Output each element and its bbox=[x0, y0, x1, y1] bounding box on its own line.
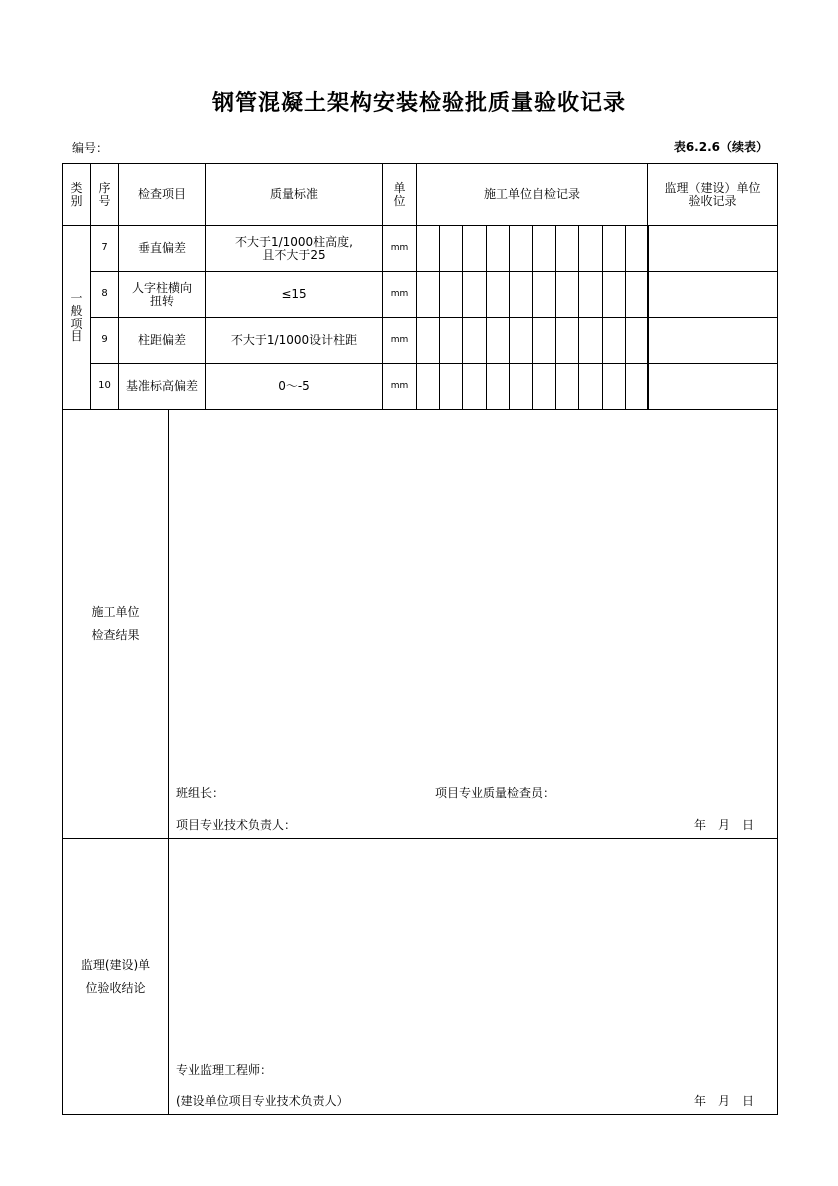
row-unit: mm bbox=[382, 317, 417, 364]
category-char-2: 般 bbox=[70, 303, 83, 318]
team-leader-label: 班组长： bbox=[176, 786, 225, 800]
code-label: 编号： bbox=[72, 141, 109, 155]
self-check-cell[interactable] bbox=[439, 363, 463, 410]
row-item-line-1: 人字柱横向 bbox=[131, 280, 192, 295]
header-item: 检查项目 bbox=[118, 163, 206, 226]
row-seq: 10 bbox=[90, 363, 119, 410]
self-check-cell[interactable] bbox=[486, 225, 510, 272]
self-check-cell[interactable] bbox=[486, 317, 510, 364]
construction-result-area[interactable] bbox=[168, 409, 778, 839]
self-check-cell[interactable] bbox=[462, 225, 486, 272]
self-check-cell[interactable] bbox=[509, 363, 533, 410]
construction-label-line-2: 检查结果 bbox=[91, 628, 140, 642]
self-check-cell[interactable] bbox=[532, 225, 556, 272]
supervision-date: 年 月 日 bbox=[694, 1094, 755, 1108]
self-check-cell[interactable] bbox=[555, 271, 579, 318]
construction-label-line-1: 施工单位 bbox=[91, 605, 140, 620]
row-standard bbox=[205, 225, 383, 272]
supervision-record-cell[interactable] bbox=[647, 225, 778, 272]
self-check-cell[interactable] bbox=[625, 271, 649, 318]
row-item bbox=[118, 271, 206, 318]
self-check-cell[interactable] bbox=[555, 363, 579, 410]
self-check-cell[interactable] bbox=[439, 317, 463, 364]
row-standard: 0～-5 bbox=[205, 363, 383, 410]
self-check-cell[interactable] bbox=[532, 363, 556, 410]
self-check-cell[interactable] bbox=[555, 317, 579, 364]
row-unit: mm bbox=[382, 271, 417, 318]
supervision-engineer-label: 专业监理工程师： bbox=[176, 1063, 273, 1077]
self-check-cell[interactable] bbox=[509, 271, 533, 318]
header-supervision-line-2: 验收记录 bbox=[688, 193, 737, 208]
quality-inspector-label: 项目专业质量检查员： bbox=[435, 786, 556, 800]
category-char-1: 一 bbox=[70, 291, 83, 306]
tech-leader-label: 项目专业技术负责人： bbox=[176, 818, 297, 832]
self-check-cell[interactable] bbox=[578, 317, 602, 364]
row-item: 基准标高偏差 bbox=[118, 363, 206, 410]
row-unit: mm bbox=[382, 363, 417, 410]
self-check-cell[interactable] bbox=[439, 225, 463, 272]
header-unit-char-2: 位 bbox=[393, 193, 406, 208]
self-check-cell[interactable] bbox=[625, 363, 649, 410]
self-check-cell[interactable] bbox=[486, 271, 510, 318]
self-check-cell[interactable] bbox=[462, 271, 486, 318]
category-char-4: 目 bbox=[70, 329, 83, 344]
supervision-record-cell[interactable] bbox=[647, 271, 778, 318]
self-check-cell[interactable] bbox=[416, 363, 440, 410]
header-category-char-1: 类 bbox=[70, 180, 83, 195]
construction-date: 年 月 日 bbox=[694, 818, 755, 832]
category-char-3: 项 bbox=[70, 316, 83, 331]
header-seq-char-1: 序 bbox=[98, 180, 111, 195]
self-check-cell[interactable] bbox=[602, 363, 626, 410]
self-check-cell[interactable] bbox=[578, 225, 602, 272]
category-general-items bbox=[62, 225, 91, 410]
self-check-cell[interactable] bbox=[602, 317, 626, 364]
self-check-cell[interactable] bbox=[602, 225, 626, 272]
self-check-cell[interactable] bbox=[578, 363, 602, 410]
self-check-cell[interactable] bbox=[462, 317, 486, 364]
row-standard: ≤15 bbox=[205, 271, 383, 318]
self-check-cell[interactable] bbox=[625, 317, 649, 364]
self-check-cell[interactable] bbox=[439, 271, 463, 318]
header-seq-char-2: 号 bbox=[98, 193, 111, 208]
inspection-table bbox=[62, 163, 778, 1115]
self-check-cell[interactable] bbox=[486, 363, 510, 410]
header-supervision bbox=[647, 163, 778, 226]
supervision-record-cell[interactable] bbox=[647, 317, 778, 364]
self-check-cell[interactable] bbox=[416, 317, 440, 364]
header-seq bbox=[90, 163, 119, 226]
supervision-record-cell[interactable] bbox=[647, 363, 778, 410]
self-check-cell[interactable] bbox=[416, 271, 440, 318]
row-item-line-2: 扭转 bbox=[149, 293, 174, 308]
row-standard: 不大于1/1000设计柱距 bbox=[205, 317, 383, 364]
row-item: 垂直偏差 bbox=[118, 225, 206, 272]
row-item: 柱距偏差 bbox=[118, 317, 206, 364]
header-unit bbox=[382, 163, 417, 226]
self-check-cell[interactable] bbox=[555, 225, 579, 272]
row-standard-line-2: 且不大于25 bbox=[262, 247, 326, 262]
header-standard: 质量标准 bbox=[205, 163, 383, 226]
self-check-cell[interactable] bbox=[509, 225, 533, 272]
header-supervision-line-1: 监理（建设）单位 bbox=[664, 180, 761, 195]
self-check-cell[interactable] bbox=[509, 317, 533, 364]
header-category-char-2: 别 bbox=[70, 193, 83, 208]
self-check-cell[interactable] bbox=[462, 363, 486, 410]
self-check-cell[interactable] bbox=[416, 225, 440, 272]
self-check-cell[interactable] bbox=[578, 271, 602, 318]
header-unit-char-1: 单 bbox=[393, 180, 406, 195]
owner-tech-leader-label: (建设单位项目专业技术负责人） bbox=[176, 1094, 349, 1108]
self-check-cell[interactable] bbox=[602, 271, 626, 318]
row-standard-line-1: 不大于1/1000柱高度, bbox=[234, 234, 354, 249]
row-seq: 7 bbox=[90, 225, 119, 272]
page-title: 钢管混凝土架构安装检验批质量验收记录 bbox=[211, 91, 626, 116]
supervision-label-line-2: 位验收结论 bbox=[85, 980, 146, 995]
header-self-check: 施工单位自检记录 bbox=[416, 163, 648, 226]
supervision-label-line-1: 监理(建设)单 bbox=[80, 957, 151, 972]
row-seq: 9 bbox=[90, 317, 119, 364]
self-check-cell[interactable] bbox=[532, 317, 556, 364]
header-category bbox=[62, 163, 91, 226]
table-number: 表6.2.6（续表） bbox=[673, 140, 768, 154]
supervision-label bbox=[62, 838, 169, 1115]
construction-label bbox=[62, 409, 169, 839]
row-seq: 8 bbox=[90, 271, 119, 318]
self-check-cell[interactable] bbox=[532, 271, 556, 318]
self-check-cell[interactable] bbox=[625, 225, 649, 272]
row-unit: mm bbox=[382, 225, 417, 272]
